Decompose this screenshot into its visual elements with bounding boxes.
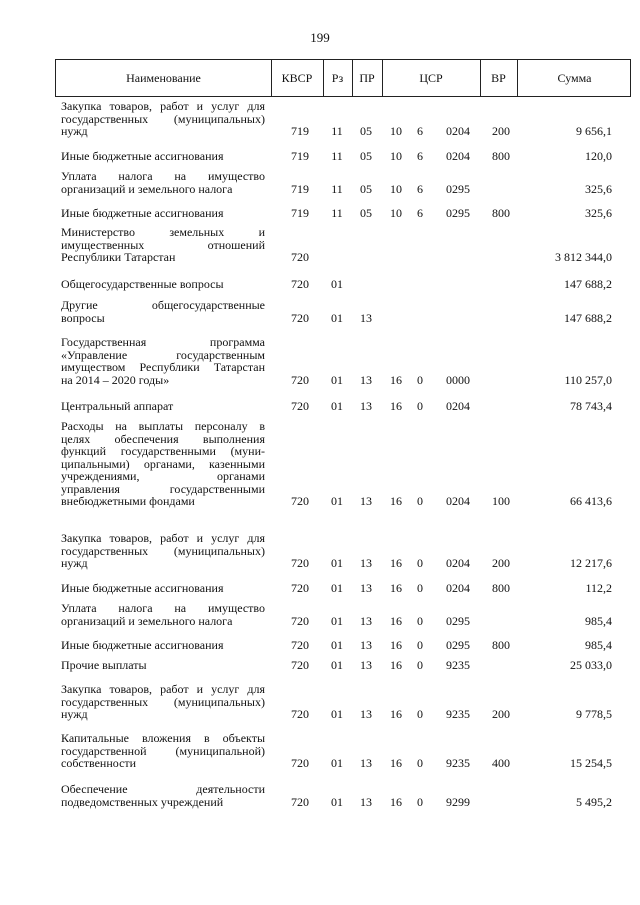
row-name-line: внебюджетными фондами [61, 494, 195, 508]
cell-vr: 800 [492, 638, 510, 652]
cell-csr1: 16 [390, 638, 402, 652]
row-name [61, 400, 265, 413]
cell-pr: 13 [360, 638, 372, 652]
cell-rz: 01 [331, 707, 343, 721]
cell-csr1: 16 [390, 658, 402, 672]
cell-rz: 11 [331, 206, 343, 220]
cell-sum: 985,4 [585, 638, 612, 652]
row-name-line: организаций и земельного налога [61, 613, 233, 628]
header-sum: Сумма [557, 71, 592, 85]
cell-kvsr: 720 [291, 494, 309, 508]
row-name-line: государственной (муниципальной) [61, 743, 265, 758]
cell-sum: 120,0 [585, 149, 612, 163]
row-name-line: целях обеспечения выполнения [61, 431, 265, 446]
cell-vr: 800 [492, 206, 510, 220]
cell-csr2: 6 [417, 149, 423, 163]
cell-csr1: 10 [390, 124, 402, 138]
cell-csr2: 0 [417, 399, 423, 413]
cell-csr1: 16 [390, 794, 402, 809]
cell-sum: 15 254,5 [570, 756, 612, 770]
row-name [61, 150, 265, 163]
row-name [61, 639, 265, 652]
row-name-line: Другие общегосударственные [61, 298, 265, 312]
cell-csr3: 0204 [446, 494, 470, 508]
row-name-line: Прочие выплаты [61, 658, 147, 672]
cell-pr: 13 [360, 756, 372, 770]
row-name-line: нужд [61, 707, 88, 721]
row-name [61, 420, 265, 508]
row-name-line: подведомственных учреждений [61, 794, 224, 809]
cell-vr: 100 [492, 494, 510, 508]
row-name [61, 100, 265, 138]
cell-sum: 5 495,2 [576, 794, 612, 809]
row-name-line: функций государственными (муни- [61, 444, 265, 458]
cell-csr1: 10 [390, 206, 402, 220]
cell-csr1: 16 [390, 372, 402, 387]
cell-sum: 66 413,6 [570, 494, 612, 508]
cell-kvsr: 719 [291, 149, 309, 163]
row-name-line: собственности [61, 756, 137, 770]
row-name-line: Центральный аппарат [61, 399, 174, 413]
row-name [61, 207, 265, 220]
cell-csr1: 16 [390, 581, 402, 595]
cell-sum: 325,6 [585, 206, 612, 220]
cell-kvsr: 720 [291, 658, 309, 672]
cell-pr: 13 [360, 581, 372, 595]
cell-csr2: 6 [417, 181, 423, 196]
cell-rz: 01 [331, 581, 343, 595]
cell-rz: 01 [331, 638, 343, 652]
cell-kvsr: 720 [291, 794, 309, 809]
cell-kvsr: 720 [291, 277, 309, 291]
cell-csr3: 0295 [446, 181, 470, 196]
header-pr: ПР [359, 71, 375, 85]
cell-rz: 01 [331, 794, 343, 809]
row-name-line: Иные бюджетные ассигнования [61, 206, 224, 220]
cell-csr2: 0 [417, 756, 423, 770]
cell-csr2: 0 [417, 638, 423, 652]
cell-kvsr: 720 [291, 756, 309, 770]
header-csr: ЦСР [419, 71, 443, 85]
cell-csr2: 0 [417, 658, 423, 672]
cell-sum: 112,2 [585, 581, 612, 595]
row-name-line: организаций и земельного налога [61, 181, 233, 196]
cell-rz: 01 [331, 658, 343, 672]
row-name-line: имуществом Республики Татарстан [61, 360, 265, 374]
cell-csr3: 0204 [446, 556, 470, 570]
cell-csr3: 0295 [446, 613, 470, 628]
cell-rz: 11 [331, 124, 343, 138]
cell-csr2: 6 [417, 206, 423, 220]
header-name: Наименование [126, 71, 201, 85]
cell-sum: 985,4 [585, 613, 612, 628]
row-name-line: имущественных отношений [61, 237, 265, 252]
row-name [61, 783, 265, 808]
row-name [61, 532, 265, 570]
cell-rz: 01 [331, 613, 343, 628]
cell-csr3: 0000 [446, 372, 470, 387]
cell-csr2: 0 [417, 707, 423, 721]
row-name-line: Государственная программа [61, 335, 265, 349]
cell-pr: 13 [360, 794, 372, 809]
row-name-line: Министерство земельных и [61, 225, 265, 239]
cell-sum: 3 812 344,0 [555, 250, 612, 264]
header-kvsr: КВСР [281, 71, 313, 85]
row-name-line: ципальными) органами, казенными [61, 456, 265, 471]
cell-csr1: 10 [390, 149, 402, 163]
cell-csr3: 0204 [446, 399, 470, 413]
header-vr: ВР [491, 71, 506, 85]
cell-csr3: 0295 [446, 206, 470, 220]
row-name-line: Иные бюджетные ассигнования [61, 581, 224, 595]
row-name [61, 170, 265, 195]
cell-csr2: 6 [417, 124, 423, 138]
cell-sum: 78 743,4 [570, 399, 612, 413]
cell-rz: 01 [331, 756, 343, 770]
cell-sum: 12 217,6 [570, 556, 612, 570]
row-name-line: Уплата налога на имущество [61, 601, 265, 615]
row-name [61, 336, 265, 386]
cell-rz: 01 [331, 277, 343, 291]
cell-kvsr: 720 [291, 707, 309, 721]
cell-csr3: 0204 [446, 149, 470, 163]
cell-kvsr: 720 [291, 556, 309, 570]
cell-csr3: 9299 [446, 794, 470, 809]
cell-csr3: 0204 [446, 581, 470, 595]
row-name [61, 683, 265, 721]
row-name-line: Республики Татарстан [61, 250, 176, 264]
row-name-line: «Управление государственным [61, 347, 265, 362]
cell-sum: 147 688,2 [564, 277, 612, 291]
cell-csr2: 0 [417, 613, 423, 628]
cell-csr3: 9235 [446, 707, 470, 721]
cell-rz: 01 [331, 556, 343, 570]
cell-csr1: 16 [390, 494, 402, 508]
cell-csr2: 0 [417, 794, 423, 809]
cell-vr: 200 [492, 707, 510, 721]
row-name-line: управления государственными [61, 481, 265, 496]
cell-kvsr: 719 [291, 181, 309, 196]
cell-csr3: 0204 [446, 124, 470, 138]
cell-pr: 13 [360, 372, 372, 387]
cell-vr: 200 [492, 556, 510, 570]
row-name-line: Обеспечение деятельности [61, 782, 265, 796]
row-name-line: нужд [61, 124, 88, 138]
cell-vr: 800 [492, 581, 510, 595]
row-name-line: Уплата налога на имущество [61, 169, 265, 183]
cell-vr: 800 [492, 149, 510, 163]
row-name-line: Закупка товаров, работ и услуг для [61, 99, 265, 113]
cell-pr: 13 [360, 613, 372, 628]
row-name-line: на 2014 – 2020 годы» [61, 372, 170, 387]
cell-csr1: 16 [390, 613, 402, 628]
cell-csr1: 16 [390, 756, 402, 770]
cell-pr: 05 [360, 124, 372, 138]
header-rz: Рз [331, 71, 344, 85]
cell-csr2: 0 [417, 581, 423, 595]
row-name [61, 278, 265, 291]
cell-csr1: 16 [390, 707, 402, 721]
cell-pr: 13 [360, 399, 372, 413]
cell-csr3: 9235 [446, 756, 470, 770]
cell-pr: 13 [360, 556, 372, 570]
cell-kvsr: 720 [291, 310, 309, 325]
row-name-line: Иные бюджетные ассигнования [61, 638, 224, 652]
cell-csr1: 16 [390, 556, 402, 570]
row-name-line: вопросы [61, 310, 105, 325]
row-name [61, 732, 265, 770]
row-name-line: Иные бюджетные ассигнования [61, 149, 224, 163]
cell-vr: 200 [492, 124, 510, 138]
cell-csr2: 0 [417, 372, 423, 387]
row-name [61, 299, 265, 324]
row-name-line: нужд [61, 556, 88, 570]
row-name-line: учреждениями, органами [61, 469, 265, 483]
cell-kvsr: 720 [291, 581, 309, 595]
cell-sum: 147 688,2 [564, 310, 612, 325]
cell-pr: 13 [360, 494, 372, 508]
cell-kvsr: 720 [291, 399, 309, 413]
cell-rz: 01 [331, 494, 343, 508]
cell-pr: 05 [360, 181, 372, 196]
cell-csr1: 10 [390, 181, 402, 196]
cell-sum: 9 656,1 [576, 124, 612, 138]
cell-kvsr: 719 [291, 206, 309, 220]
cell-csr3: 9235 [446, 658, 470, 672]
cell-pr: 13 [360, 658, 372, 672]
cell-rz: 01 [331, 372, 343, 387]
cell-sum: 9 778,5 [576, 707, 612, 721]
cell-kvsr: 720 [291, 250, 309, 264]
cell-pr: 05 [360, 149, 372, 163]
row-name [61, 602, 265, 627]
row-name-line: государственных (муниципальных) [61, 543, 265, 558]
cell-pr: 05 [360, 206, 372, 220]
cell-vr: 400 [492, 756, 510, 770]
row-name [61, 659, 265, 672]
row-name-line: Расходы на выплаты персоналу в [61, 419, 265, 433]
row-name-line: Капитальные вложения в объекты [61, 731, 265, 745]
cell-rz: 01 [331, 310, 343, 325]
cell-sum: 25 033,0 [570, 658, 612, 672]
cell-csr2: 0 [417, 494, 423, 508]
cell-csr2: 0 [417, 556, 423, 570]
cell-kvsr: 720 [291, 613, 309, 628]
cell-kvsr: 720 [291, 638, 309, 652]
row-name [61, 226, 265, 264]
cell-csr1: 16 [390, 399, 402, 413]
cell-kvsr: 720 [291, 372, 309, 387]
page-number: 199 [310, 30, 330, 45]
cell-csr3: 0295 [446, 638, 470, 652]
cell-sum: 325,6 [585, 181, 612, 196]
cell-rz: 01 [331, 399, 343, 413]
cell-kvsr: 719 [291, 124, 309, 138]
cell-pr: 13 [360, 707, 372, 721]
row-name-line: Общегосударственные вопросы [61, 277, 224, 291]
cell-rz: 11 [331, 181, 343, 196]
row-name-line: Закупка товаров, работ и услуг для [61, 682, 265, 696]
cell-rz: 11 [331, 149, 343, 163]
row-name-line: государственных (муниципальных) [61, 111, 265, 126]
cell-sum: 110 257,0 [564, 372, 612, 387]
row-name-line: Закупка товаров, работ и услуг для [61, 531, 265, 545]
row-name-line: государственных (муниципальных) [61, 694, 265, 709]
table-header [55, 59, 631, 97]
row-name [61, 582, 265, 595]
cell-pr: 13 [360, 310, 372, 325]
